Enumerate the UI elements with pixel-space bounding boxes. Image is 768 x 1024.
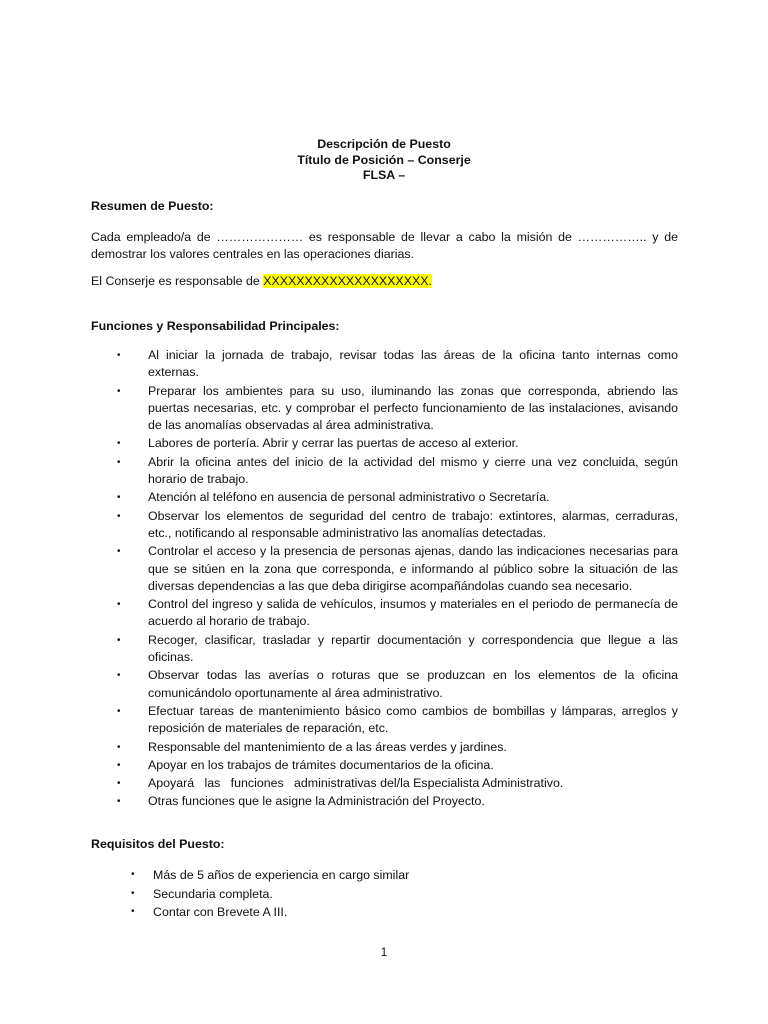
- list-item: • Responsable del mantenimiento de a las áreas verdes y jardines.: [91, 739, 678, 756]
- list-item: • Observar todas las averías o roturas que se produzcan en los elementos de la oficina comunicándolo oportunamente al área administrativo.: [117, 668, 678, 700]
- bullet-icon: •: [117, 438, 121, 450]
- list-item: • Preparar los ambientes para su uso, iluminando las zonas que corresponda, abriendo las puertas necesarias, etc. y comprobar el perfecto funcionamiento de las instalaciones, avisando de las anomalías observadas al área administrativa.: [117, 383, 678, 433]
- bullet-icon: •: [117, 546, 121, 558]
- list-item: • Efectuar tareas de mantenimiento básico como cambios de bombillas y lámparas, arreglos y reposición de materiales de reparación, etc.: [117, 703, 678, 736]
- list-item: • Labores de portería. Abrir y cerrar las puertas de acceso al exterior.: [91, 435, 678, 452]
- list-item: • Al iniciar la jornada de trabajo, revisar todas las áreas de la oficina tanto internas como externas.: [117, 348, 678, 380]
- bullet-icon: •: [117, 759, 121, 771]
- bullet-icon: •: [117, 385, 121, 397]
- list-item: • Atención al teléfono en ausencia de personal administrativo o Secretaría.: [91, 489, 678, 506]
- bullet-icon: •: [117, 350, 121, 361]
- conserje-paragraph: [91, 273, 678, 290]
- bullet-icon: •: [117, 670, 121, 682]
- bullet-icon: •: [117, 796, 121, 808]
- bullet-icon: •: [117, 705, 121, 717]
- list-item: • Apoyará las funciones administrativas del/la Especialista Administrativo.: [91, 775, 678, 792]
- header-flsa: FLSA –: [362, 168, 406, 182]
- bullet-icon: •: [117, 456, 121, 468]
- bullet-icon: •: [131, 869, 135, 880]
- bullet-icon: •: [117, 599, 121, 611]
- funciones-title: Funciones y Responsabilidad Principales:: [91, 319, 340, 333]
- list-item: • Control del ingreso y salida de vehículos, insumos y materiales en el periodo de permanecía de acuerdo al horario de trabajo.: [117, 597, 678, 629]
- bullet-icon: •: [131, 887, 135, 899]
- list-item: • Apoyar en los trabajos de trámites documentarios de la oficina.: [91, 757, 678, 774]
- bullet-icon: •: [117, 510, 121, 522]
- requisitos-list: [91, 866, 678, 922]
- resumen-paragraph: Cada empleado/a de ………………… es responsable de llevar a cabo la misión de …………….. y de demostrar los valores centrales en las operaciones diarias.: [91, 230, 678, 261]
- header-title: Descripción de Puesto: [317, 137, 451, 151]
- resumen-title: Resumen de Puesto:: [91, 199, 214, 213]
- conserje-prefix: El Conserje es responsable de: [91, 274, 264, 288]
- requisitos-title: Requisitos del Puesto:: [91, 837, 225, 851]
- list-item: • Más de 5 años de experiencia en cargo similar: [91, 866, 678, 885]
- funciones-list: [91, 347, 678, 812]
- bullet-icon: •: [117, 634, 121, 646]
- list-item: • Recoger, clasificar, trasladar y repartir documentación y correspondencia que llegue a las oficinas.: [117, 632, 678, 665]
- list-item: • Otras funciones que le asigne la Administración del Proyecto.: [91, 793, 678, 810]
- list-item: • Secundaria completa.: [91, 885, 678, 904]
- list-item: • Controlar el acceso y la presencia de personas ajenas, dando las indicaciones necesarias para que se sitúen en la zona que corresponda, e informando al público sobre la situación de las diversas dependencias a las que deba dirigirse acompañándolas cuando sea necesario.: [117, 544, 678, 593]
- bullet-icon: •: [117, 741, 121, 753]
- list-item: • Abrir la oficina antes del inicio de la actividad del mismo y cierre una vez concluida, según horario de trabajo.: [117, 454, 678, 487]
- bullet-icon: •: [117, 778, 121, 790]
- page-number: 1: [380, 945, 388, 959]
- list-item: • Contar con Brevete A III.: [91, 903, 678, 922]
- list-item: • Observar los elementos de seguridad del centro de trabajo: extintores, alarmas, cerraduras, etc., notificando al responsable administrativo las anomalías detectadas.: [117, 508, 678, 540]
- bullet-icon: •: [131, 906, 135, 917]
- header-position-title: Título de Posición – Conserje: [297, 152, 471, 167]
- conserje-highlight: XXXXXXXXXXXXXXXXXXXX.: [263, 274, 432, 288]
- bullet-icon: •: [117, 492, 121, 504]
- document-header: [0, 137, 768, 184]
